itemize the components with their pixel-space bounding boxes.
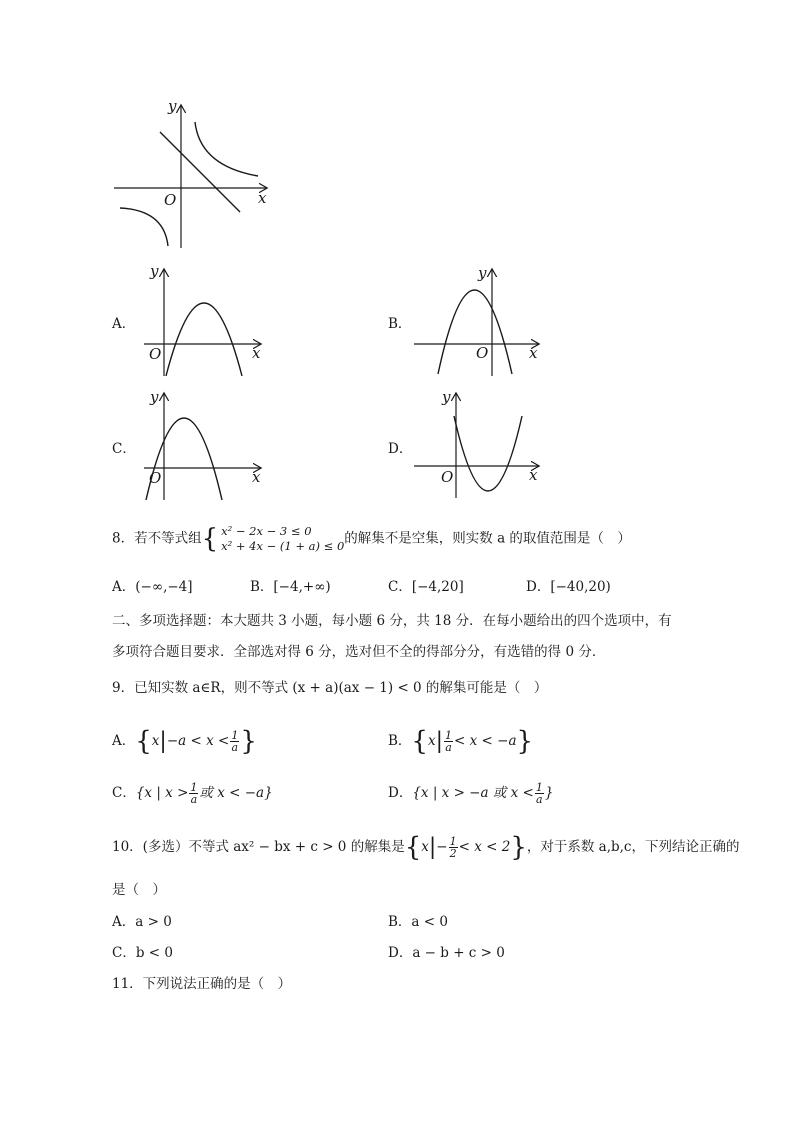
q8-option-c: C．[−4,20] bbox=[388, 579, 464, 595]
q10-post: ，对于系数 a,b,c，下列结论正确的 bbox=[526, 839, 740, 855]
q10-set-minus: − bbox=[436, 839, 448, 855]
q9-c-label: C． bbox=[112, 785, 136, 801]
option-d-graph bbox=[412, 386, 544, 502]
q10-pre: 10．(多选）不等式 ax² − bx + c > 0 的解集是 bbox=[112, 839, 405, 855]
q10-option-a: A．a > 0 bbox=[112, 914, 172, 930]
origin-label: O bbox=[441, 468, 454, 486]
q8-prefix: 8．若不等式组 bbox=[112, 530, 202, 547]
q10-set-condition: < x < 2 bbox=[458, 839, 511, 855]
q9-a-condition: −a < x < bbox=[166, 733, 230, 749]
option-c-label: C． bbox=[112, 441, 136, 457]
parabola-curve bbox=[454, 416, 522, 491]
question-10: 10．(多选）不等式 ax² − bx + c > 0 的解集是{x|− $\frac{1}{2}$ < x < 2}，对于系数 a,b,c，下列结论正确的 bbox=[112, 832, 740, 863]
y-label: y bbox=[168, 97, 177, 115]
x-label: x bbox=[529, 344, 538, 362]
q9-b-label: B． bbox=[388, 733, 412, 749]
q9-a-label: A． bbox=[112, 733, 136, 749]
section-2-line2: 多项符合题目要求．全部选对得 6 分，选对但不全的得部分分，有选错的得 0 分． bbox=[112, 644, 606, 660]
hyperbola-upper-branch bbox=[195, 122, 258, 176]
q9-d-pre: {x | x > −a 或 x < bbox=[412, 785, 534, 801]
question-9-stem: 9．已知实数 a∈R，则不等式 (x + a)(ax − 1) < 0 的解集可能是（ ） bbox=[112, 680, 548, 696]
q8-line2: x² + 4x − (1 + a) ≤ 0 bbox=[221, 539, 345, 553]
parabola-curve bbox=[166, 303, 242, 376]
q8-option-d: D．[−40,20) bbox=[526, 579, 611, 595]
parabola-curve bbox=[146, 418, 222, 500]
fraction: $\frac{1}{a}$ bbox=[535, 781, 543, 806]
system-brace: { bbox=[201, 524, 219, 554]
fraction: $\frac{1}{2}$ bbox=[449, 835, 457, 860]
q8-suffix: 的解集不是空集，则实数 a 的取值范围是（ ） bbox=[344, 530, 631, 547]
inequality-system bbox=[218, 524, 344, 554]
main-graph bbox=[108, 96, 278, 252]
q9-option-d bbox=[388, 782, 553, 805]
q8-option-a: A．(−∞,−4] bbox=[112, 579, 193, 595]
fraction: $\frac{1}{a}$ bbox=[231, 729, 239, 754]
option-a-label: A． bbox=[112, 316, 136, 332]
option-b-graph bbox=[412, 262, 544, 378]
y-label: y bbox=[442, 388, 451, 406]
q10-option-d: D．a − b + c > 0 bbox=[388, 945, 505, 961]
x-label: x bbox=[258, 189, 267, 207]
fraction: $\frac{1}{a}$ bbox=[190, 781, 198, 806]
q9-option-b: B．{x| $\frac{1}{a}$ < x < −a} bbox=[388, 726, 534, 757]
fraction: $\frac{1}{a}$ bbox=[445, 729, 453, 754]
question-8 bbox=[112, 524, 631, 554]
q9-d-post: } bbox=[544, 785, 554, 801]
q8-line1: x² − 2x − 3 ≤ 0 bbox=[221, 524, 312, 538]
q9-c-post: 或 x < −a} bbox=[199, 785, 273, 801]
origin-label: O bbox=[149, 345, 162, 363]
y-label: y bbox=[478, 264, 487, 282]
option-c-graph bbox=[140, 388, 266, 502]
x-label: x bbox=[252, 468, 261, 486]
y-label: y bbox=[150, 388, 159, 406]
x-label: x bbox=[252, 344, 261, 362]
q10-tail: 是（ ） bbox=[112, 882, 166, 898]
x-label: x bbox=[529, 466, 538, 484]
y-label: y bbox=[150, 264, 159, 280]
option-d-label: D． bbox=[388, 441, 413, 457]
q9-d-label: D． bbox=[388, 785, 413, 801]
q9-option-a: A．{x|−a < x < $\frac{1}{a}$ } bbox=[112, 726, 257, 757]
q9-c-pre: {x | x > bbox=[135, 785, 189, 801]
q10-option-b: B．a < 0 bbox=[388, 914, 448, 930]
q10-option-c: C．b < 0 bbox=[112, 945, 173, 961]
parabola-curve bbox=[438, 290, 512, 374]
q9-b-condition: < x < −a bbox=[454, 733, 517, 749]
q9-a-var: x bbox=[151, 733, 160, 749]
section-2-line1: 二、多项选择题：本大题共 3 小题，每小题 6 分，共 18 分．在每小题给出的四个选项中，有 bbox=[112, 613, 672, 629]
origin-label: O bbox=[476, 344, 489, 362]
question-11-stem: 11．下列说法正确的是（ ） bbox=[112, 976, 292, 992]
q9-b-var: x bbox=[427, 733, 436, 749]
hyperbola-lower-branch bbox=[120, 208, 168, 246]
origin-label: O bbox=[164, 191, 177, 209]
q9-option-c bbox=[112, 782, 273, 805]
option-a-graph bbox=[144, 264, 266, 378]
q8-option-b: B．[−4,+∞) bbox=[250, 579, 331, 595]
option-b-label: B． bbox=[388, 316, 412, 332]
q10-set-var: x bbox=[421, 839, 429, 855]
origin-label: O bbox=[149, 469, 162, 487]
